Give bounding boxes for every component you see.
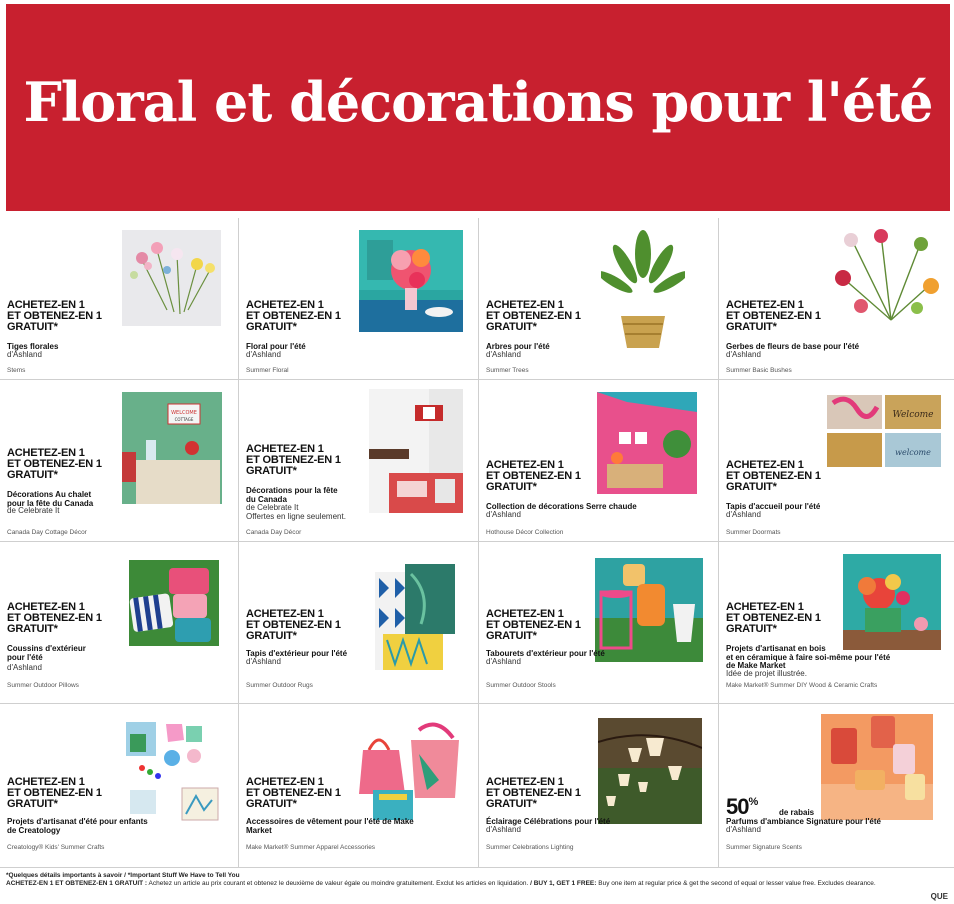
deal-label: ACHETEZ-EN 1 ET OBTENEZ-EN 1 GRATUIT* <box>7 299 102 333</box>
product-description: Tapis d'extérieur pour l'été <box>246 649 348 658</box>
basic-bushes-image <box>831 228 947 332</box>
discount-label: de rabais <box>779 808 815 817</box>
fine-print <box>6 872 936 888</box>
product-english-name: Canada Day Cottage Décor <box>7 529 87 536</box>
summer-trees-image <box>601 224 685 354</box>
percent-sign: % <box>748 796 758 808</box>
product-description: Floral pour l'été <box>246 342 306 351</box>
product-description: Collection de décorations Serre chaude <box>486 502 637 511</box>
product-english-name: Hothouse Décor Collection <box>486 529 564 536</box>
product-brand: d'Ashland <box>726 350 761 359</box>
kids-crafts-image <box>122 720 224 826</box>
product-grid <box>0 218 954 868</box>
deal-label: ACHETEZ-EN 1 ET OBTENEZ-EN 1 GRATUIT* <box>246 299 341 333</box>
product-cell[interactable] <box>479 380 719 542</box>
product-description: Projets d'artisanat d'été pour enfants de Creatology <box>7 817 148 835</box>
product-english-name: Make Market® Summer Apparel Accessories <box>246 844 376 851</box>
product-description: Tiges florales <box>7 342 59 351</box>
outdoor-stools-image <box>595 558 703 662</box>
product-english-name: Make Market® Summer DIY Wood & Ceramic Crafts <box>726 682 878 689</box>
canada-day-decor-image <box>369 389 463 513</box>
product-cell[interactable] <box>239 542 479 704</box>
product-cell[interactable] <box>479 542 719 704</box>
product-english-name: Creatology® Kids' Summer Crafts <box>7 844 105 851</box>
product-description: Décorations Au chalet pour la fête du Canada <box>7 490 94 508</box>
header-banner <box>6 4 950 211</box>
product-brand: d'Ashland <box>726 825 761 834</box>
product-cell[interactable] <box>479 218 719 380</box>
product-cell[interactable] <box>0 218 239 380</box>
product-brand: d'Ashland <box>246 350 281 359</box>
deal-label: ACHETEZ-EN 1 ET OBTENEZ-EN 1 GRATUIT* <box>486 776 581 810</box>
fine-print-heading: *Quelques détails importants à savoir / *Important Stuff We Have to Tell You <box>6 872 240 879</box>
region-code: QUE <box>930 892 948 901</box>
page-title: Floral et décorations pour l'été <box>23 69 933 134</box>
product-brand: d'Ashland <box>726 510 761 519</box>
product-brand: d'Ashland <box>7 350 42 359</box>
product-brand: de Celebrate It Offertes en ligne seulement. <box>246 503 346 521</box>
product-brand: de Celebrate It <box>7 506 60 515</box>
product-english-name: Stems <box>7 367 26 374</box>
deal-label: ACHETEZ-EN 1 ET OBTENEZ-EN 1 GRATUIT* <box>726 299 821 333</box>
product-cell[interactable] <box>0 542 239 704</box>
product-description: Gerbes de fleurs de base pour l'été <box>726 342 860 351</box>
summer-floral-image <box>359 230 463 332</box>
deal-label: ACHETEZ-EN 1 ET OBTENEZ-EN 1 GRATUIT* <box>246 443 341 477</box>
deal-label: ACHETEZ-EN 1 ET OBTENEZ-EN 1 GRATUIT* <box>246 776 341 810</box>
floral-stems-image <box>122 230 221 326</box>
fine-print-en-label: / BUY 1, GET 1 FREE: <box>528 880 597 887</box>
product-english-name: Summer Doormats <box>726 529 781 536</box>
product-english-name: Summer Celebrations Lighting <box>486 844 574 851</box>
product-description: Accessoires de vêtement pour l'été de Make Market <box>246 817 414 835</box>
fine-print-en-text: Buy one item at regular price & get the second of equal or lesser value free. Excludes clearance. <box>596 880 876 887</box>
deal-label: ACHETEZ-EN 1 ET OBTENEZ-EN 1 GRATUIT* <box>486 608 581 642</box>
product-english-name: Summer Outdoor Stools <box>486 682 556 689</box>
product-cell[interactable] <box>0 380 239 542</box>
product-cell[interactable] <box>719 380 954 542</box>
deal-label: ACHETEZ-EN 1 ET OBTENEZ-EN 1 GRATUIT* <box>246 608 341 642</box>
product-description: Tabourets d'extérieur pour l'été <box>486 649 605 658</box>
lighting-image <box>598 718 702 824</box>
product-description: Projets d'artisanat en bois et en céramique à faire soi-même pour l'été de Make Market <box>726 644 891 670</box>
product-english-name: Summer Outdoor Pillows <box>7 682 79 689</box>
product-english-name: Summer Signature Scents <box>726 844 802 851</box>
product-cell[interactable] <box>719 218 954 380</box>
product-description: Tapis d'accueil pour l'été <box>726 502 821 511</box>
product-brand: Idée de projet illustrée. <box>726 669 807 678</box>
discount-percent: 50% <box>726 794 758 819</box>
product-english-name: Canada Day Décor <box>246 529 302 536</box>
product-description: Arbres pour l'été <box>486 342 550 351</box>
product-english-name: Summer Floral <box>246 367 289 374</box>
fine-print-fr-text: Achetez un article au prix courant et obtenez le deuxième de valeur égale ou moindre gratuitement. Exclut les articles en liquidation. <box>147 880 529 887</box>
svg-text:COTTAGE: COTTAGE <box>174 417 194 422</box>
diy-crafts-image <box>843 554 941 650</box>
deal-label: ACHETEZ-EN 1 ET OBTENEZ-EN 1 GRATUIT* <box>486 459 581 493</box>
product-cell[interactable] <box>479 704 719 868</box>
deal-label: ACHETEZ-EN 1 ET OBTENEZ-EN 1 GRATUIT* <box>726 459 821 493</box>
svg-text:Welcome: Welcome <box>892 410 934 420</box>
outdoor-rugs-image <box>375 564 455 670</box>
product-description: Éclairage Célébrations pour l'été <box>486 817 611 826</box>
fine-print-fr-label: ACHETEZ-EN 1 ET OBTENEZ-EN 1 GRATUIT : <box>6 880 148 887</box>
product-brand: d'Ashland <box>7 663 42 672</box>
product-brand: d'Ashland <box>486 510 521 519</box>
product-english-name: Summer Outdoor Rugs <box>246 682 313 689</box>
scents-image <box>821 714 933 820</box>
hothouse-decor-image <box>597 392 697 494</box>
product-brand: d'Ashland <box>486 350 521 359</box>
deal-label: ACHETEZ-EN 1 ET OBTENEZ-EN 1 GRATUIT* <box>7 601 102 635</box>
product-english-name: Summer Trees <box>486 367 529 374</box>
product-english-name: Summer Basic Bushes <box>726 367 792 374</box>
product-brand: d'Ashland <box>486 825 521 834</box>
deal-label: ACHETEZ-EN 1 ET OBTENEZ-EN 1 GRATUIT* <box>7 447 102 481</box>
doormats-image <box>827 395 941 467</box>
product-cell[interactable] <box>239 218 479 380</box>
product-cell[interactable] <box>239 380 479 542</box>
deal-label: ACHETEZ-EN 1 ET OBTENEZ-EN 1 GRATUIT* <box>726 601 821 635</box>
product-cell[interactable] <box>0 704 239 868</box>
product-cell[interactable] <box>239 704 479 868</box>
deal-label: ACHETEZ-EN 1 ET OBTENEZ-EN 1 GRATUIT* <box>7 776 102 810</box>
product-brand: d'Ashland <box>486 657 521 666</box>
product-description: Décorations pour la fête du Canada <box>246 486 338 504</box>
apparel-accessories-image <box>359 720 463 826</box>
product-description: Parfums d'ambiance Signature pour l'été <box>726 817 881 826</box>
svg-text:WELCOME: WELCOME <box>171 410 197 416</box>
product-cell[interactable] <box>719 704 954 868</box>
outdoor-pillows-image <box>129 560 219 646</box>
svg-text:welcome: welcome <box>895 448 931 457</box>
deal-label: ACHETEZ-EN 1 ET OBTENEZ-EN 1 GRATUIT* <box>486 299 581 333</box>
product-cell[interactable] <box>719 542 954 704</box>
product-brand: d'Ashland <box>246 657 281 666</box>
cottage-decor-image <box>122 392 222 504</box>
product-description: Coussins d'extérieur pour l'été <box>7 644 86 662</box>
